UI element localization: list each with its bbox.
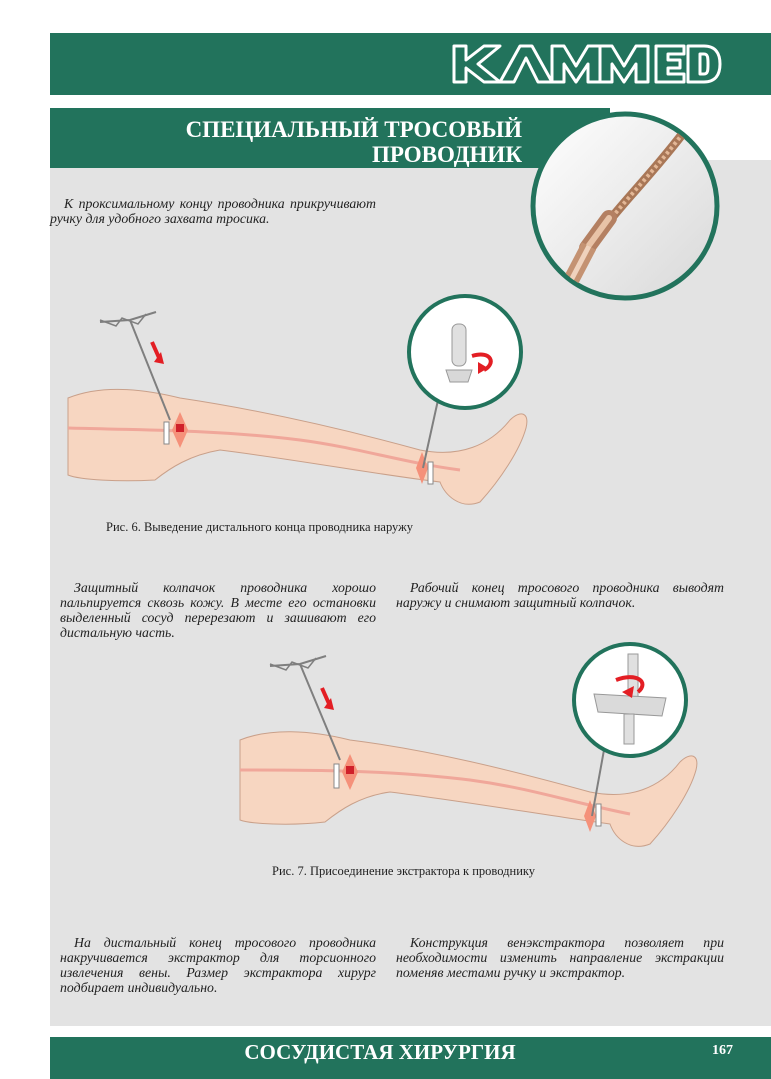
page-number: 167 — [712, 1043, 733, 1058]
figure-7-caption: Рис. 7. Присоединение экстрактора к проводнику — [272, 864, 536, 878]
figure-6-caption: Рис. 6. Выведение дистального конца проводника наружу — [106, 520, 414, 534]
title-line-1: СПЕЦИАЛЬНЫЙ ТРОСОВЫЙ — [185, 117, 522, 142]
paragraph-right-2: Конструкция венэкстрактора позволяет при необходимости изменить направление экстракции поменяв местами ручку и экстрактор. — [396, 935, 724, 980]
figure-6-illustration — [60, 290, 540, 510]
figure-7-illustration — [230, 620, 730, 860]
paragraph-right-1: Рабочий конец тросового проводника выводят наружу и снимают защитный колпачок. — [396, 580, 724, 610]
title-line-2: ПРОВОДНИК — [371, 142, 522, 167]
intro-paragraph: К проксимальному концу проводника прикручивают ручку для удобного захвата тросика. — [50, 196, 376, 226]
footer-section-title: СОСУДИСТАЯ ХИРУРГИЯ — [244, 1040, 516, 1064]
cable-closeup-illustration — [527, 108, 723, 304]
kammed-logo — [448, 40, 723, 88]
page-title — [110, 117, 522, 167]
paragraph-left-1: Защитный колпачок проводника хорошо пальпируется сквозь кожу. В месте его остановки выделенный сосуд перерезают и зашивают его дистальную часть. — [60, 580, 376, 640]
paragraph-left-2: На дистальный конец тросового проводника накручивается экстрактор для торсионного извлечения вены. Размер экстрактора хирург подбирает индивидуально. — [60, 935, 376, 995]
